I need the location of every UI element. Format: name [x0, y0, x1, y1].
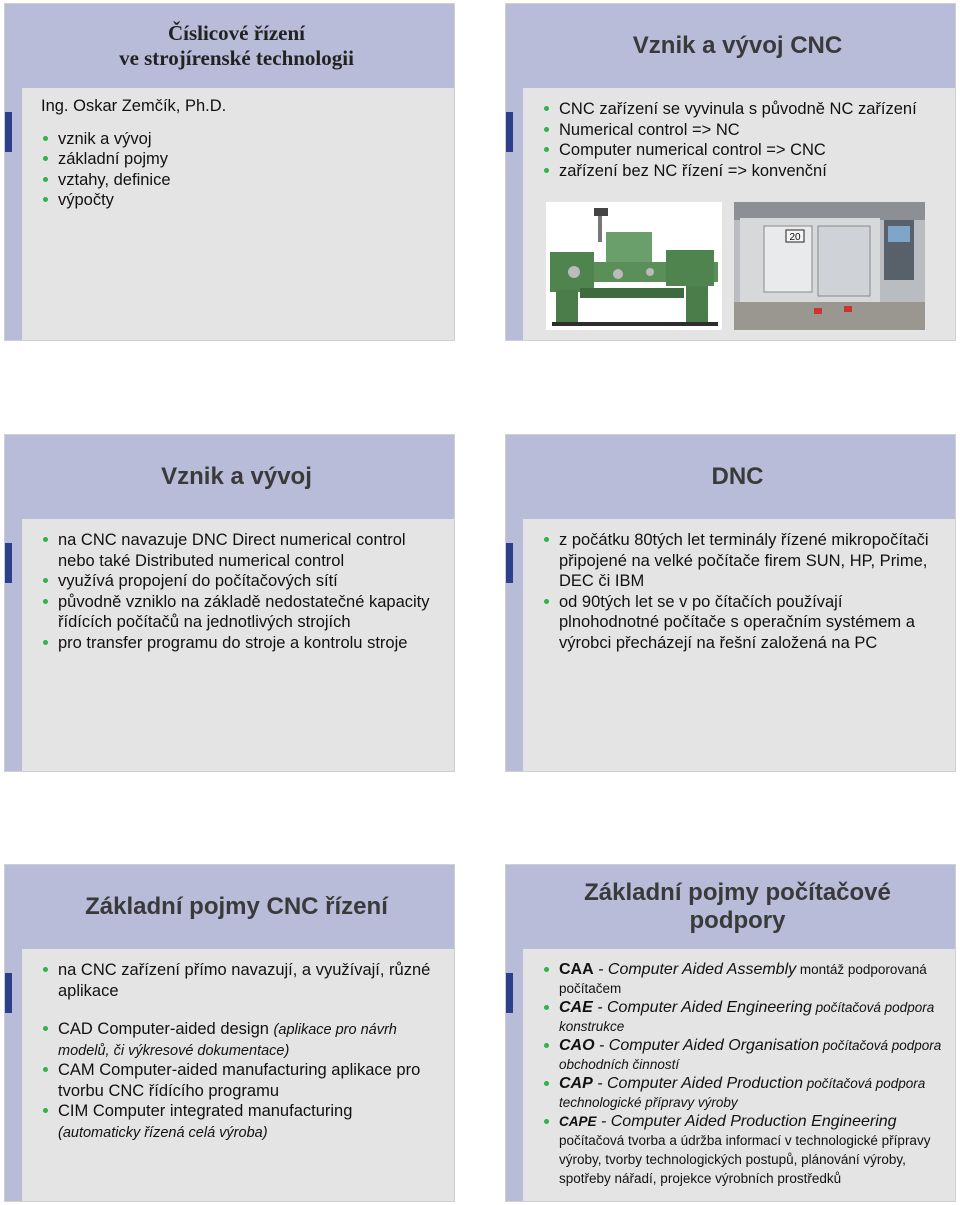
- slide-title-text: [105, 21, 354, 71]
- list-item: původně vzniklo na základě nedostatečné kapacity řídících počítačů na jednotlivých strojích: [41, 592, 444, 633]
- slide-title-text: Vznik a vývoj CNC: [632, 32, 843, 59]
- list-item: [41, 960, 444, 1001]
- lathe-photo: [546, 202, 722, 330]
- term-abbr: CAPE: [559, 1114, 597, 1129]
- list-item: [542, 998, 945, 1036]
- cad-text: CAD Computer-aided design: [58, 1020, 269, 1038]
- term-desc: počítačová podpora obchodních činností: [559, 1038, 942, 1072]
- slide-computer-support-terms: [505, 864, 956, 1202]
- term-abbr: CAA: [559, 961, 594, 978]
- term-full: - Computer Aided Organisation: [594, 1037, 819, 1054]
- title-line-1: Číslicové řízení: [167, 21, 306, 45]
- slide-header: [5, 4, 454, 88]
- slide-title-text: DNC: [711, 463, 764, 490]
- list-item: Numerical control => NC: [542, 120, 945, 141]
- term-desc: montáž podporovaná počítačem: [559, 962, 927, 996]
- machine-number: 20: [789, 232, 801, 243]
- slide-header: [506, 865, 955, 949]
- list-item: výpočty: [41, 190, 444, 211]
- slide-dnc: [505, 434, 956, 772]
- list-item: vznik a vývoj: [41, 129, 444, 150]
- item-text: na CNC zařízení přímo navazují, a využívají, různé aplikace: [58, 961, 431, 1000]
- cnc-machine-photo: [734, 202, 925, 330]
- slide-title-text: Základní pojmy CNC řízení: [85, 893, 388, 920]
- slide-title: [4, 3, 455, 341]
- slide-header: [506, 4, 955, 88]
- list-item: od 90tých let se v po čítačích používají plnohodnotné počítače s operačním systémem a výrobci přecházejí na řešní založená na PC: [542, 592, 945, 654]
- list-item: z počátku 80tých let terminály řízené mikropočítači připojené na velké počítače firem SUN, HP, Prime, DEC či IBM: [542, 530, 945, 592]
- slide-title-text: Základní pojmy počítačové podpory: [584, 879, 891, 934]
- cad-note: (aplikace pro návrh modelů, či výkresové dokumentace): [58, 1022, 397, 1059]
- term-abbr: CAE: [559, 999, 593, 1016]
- slide-title-text: Vznik a vývoj: [161, 463, 312, 490]
- list-item: CAM Computer-aided manufacturing aplikace pro tvorbu CNC řídícího programu: [41, 1060, 444, 1101]
- list-item: základní pojmy: [41, 149, 444, 170]
- list-item: CNC zařízení se vyvinula s původně NC zařízení: [542, 99, 945, 120]
- term-full: - Computer Aided Assembly: [593, 961, 797, 978]
- term-desc: počítačová podpora konstrukce: [559, 1000, 935, 1034]
- list-item: [41, 1101, 444, 1142]
- list-item: [542, 1036, 945, 1074]
- term-desc: počítačová tvorba a údržba informací v technologické přípravy výroby, tvorby technologických postupů, plánování výroby, spotřeby nářadí, projekce výrobních prostředků: [559, 1133, 931, 1186]
- term-desc: počítačová podpora technologické přípravy výroby: [559, 1076, 926, 1110]
- list-item: využívá propojení do počítačových sítí: [41, 571, 444, 592]
- term-abbr: CAO: [559, 1037, 595, 1054]
- title-line-2: ve strojírenské technologii: [119, 46, 354, 70]
- cim-note: (automaticky řízená celá výroba): [58, 1124, 268, 1141]
- list-item: [542, 1112, 945, 1188]
- slide-basic-cnc-terms: [4, 864, 455, 1202]
- slide-header: [5, 435, 454, 519]
- list-item: [41, 1019, 444, 1060]
- list-item: Computer numerical control => CNC: [542, 140, 945, 161]
- slide-cnc-origin: [505, 3, 956, 341]
- slide-header: [506, 435, 955, 519]
- slide-header: [5, 865, 454, 949]
- list-item: zařízení bez NC řízení => konvenční: [542, 161, 945, 182]
- term-abbr: CAP: [559, 1075, 593, 1092]
- term-full: - Computer Aided Engineering: [592, 999, 812, 1016]
- term-full: - Computer Aided Production: [592, 1075, 803, 1092]
- author: Ing. Oskar Zemčík, Ph.D.: [41, 97, 227, 115]
- term-full: - Computer Aided Production Engineering: [596, 1113, 897, 1130]
- list-item: vztahy, definice: [41, 170, 444, 191]
- cim-text: CIM Computer integrated manufacturing: [58, 1102, 353, 1120]
- list-item: [542, 960, 945, 998]
- slide-dnc-origin: [4, 434, 455, 772]
- list-item: [542, 1074, 945, 1112]
- list-item: pro transfer programu do stroje a kontrolu stroje: [41, 633, 444, 654]
- list-item: na CNC navazuje DNC Direct numerical control nebo také Distributed numerical control: [41, 530, 444, 571]
